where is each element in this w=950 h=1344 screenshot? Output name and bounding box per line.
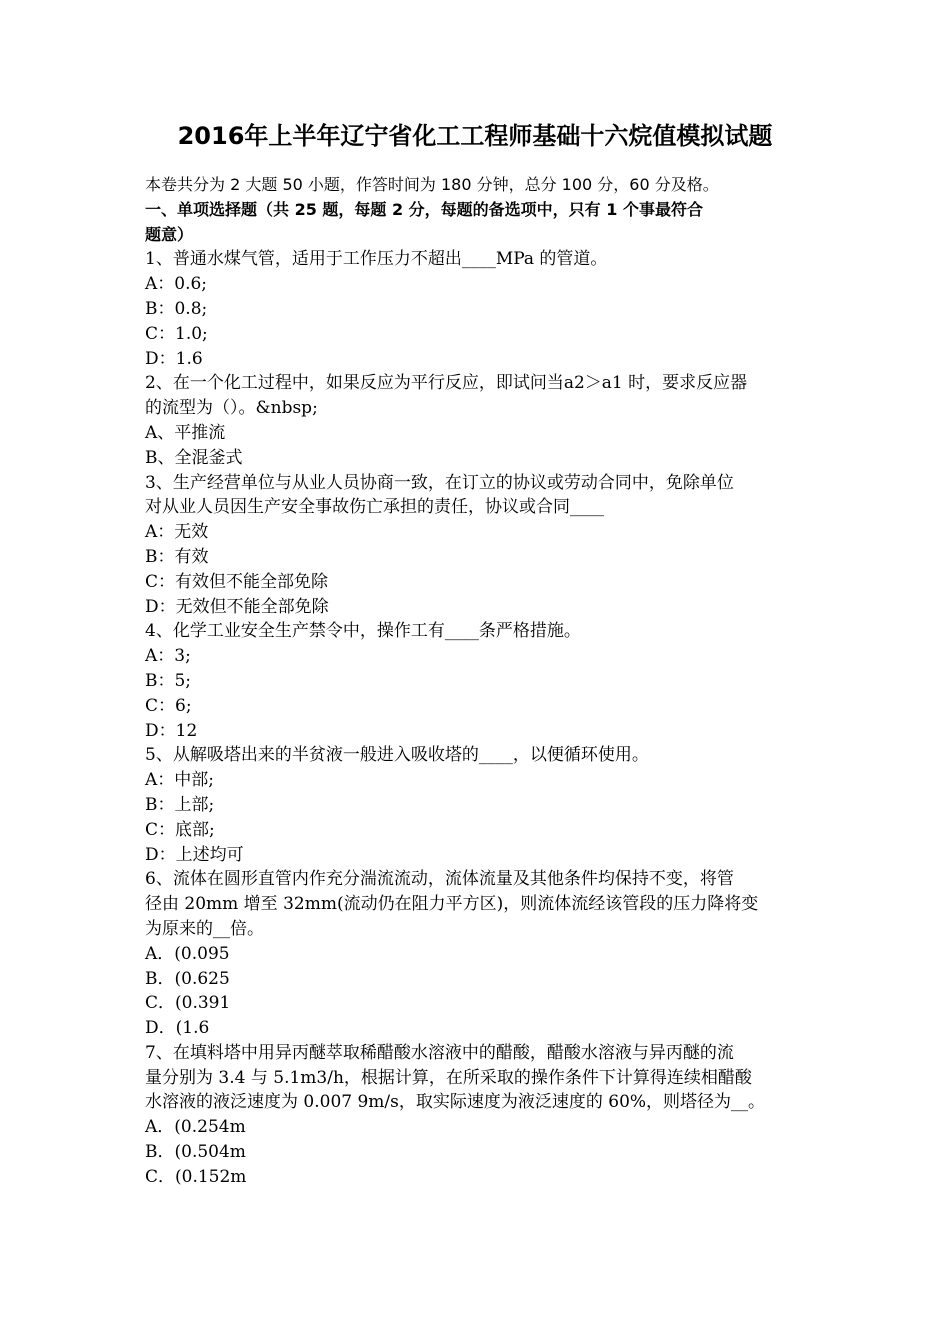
answer-option: B．(0.625 xyxy=(145,968,230,989)
answer-option: B：有效 xyxy=(145,546,209,567)
page-title: 2016年上半年辽宁省化工工程师基础十六烷值模拟试题 xyxy=(177,122,773,150)
answer-option: B、全混釜式 xyxy=(145,447,243,468)
answer-option: D．(1.6 xyxy=(145,1018,210,1039)
answer-option: D：12 xyxy=(145,720,198,741)
answer-option: B：上部; xyxy=(145,794,215,815)
answer-option: C：有效但不能全部免除 xyxy=(145,571,329,592)
answer-option: D：上述均可 xyxy=(145,844,244,865)
answer-option: C．(0.152m xyxy=(145,1166,247,1187)
question-text: 2、在一个化工过程中，如果反应为平行反应，即试问当a2＞a1 时，要求反应器 xyxy=(145,373,748,394)
answer-option: C：6; xyxy=(145,695,192,716)
question-text: 4、化学工业安全生产禁令中，操作工有____条严格措施。 xyxy=(145,621,581,642)
question-text: 5、从解吸塔出来的半贫液一般进入吸收塔的____，以便循环使用。 xyxy=(145,745,649,766)
answer-option: A：中部; xyxy=(145,770,215,791)
answer-option: B．(0.504m xyxy=(145,1142,246,1163)
question-text: 6、流体在圆形直管内作充分湍流流动，流体流量及其他条件均保持不变，将管 xyxy=(145,869,734,890)
question-text: 为原来的__倍。 xyxy=(145,918,264,939)
document-body xyxy=(145,173,810,1190)
answer-option: C：底部; xyxy=(145,819,215,840)
answer-option: D：无效但不能全部免除 xyxy=(145,596,329,617)
answer-option: A：3; xyxy=(145,646,191,667)
question-text: 7、在填料塔中用异丙醚萃取稀醋酸水溶液中的醋酸，醋酸水溶液与异丙醚的流 xyxy=(145,1042,734,1063)
answer-option: C．(0.391 xyxy=(145,993,231,1014)
question-text: 径由 20mm 增至 32mm(流动仍在阻力平方区)，则流体流经该管段的压力降将变 xyxy=(145,894,759,915)
question-text: 对从业人员因生产安全事故伤亡承担的责任，协议或合同____ xyxy=(145,497,604,518)
section-heading-line: 题意） xyxy=(145,224,194,244)
question-text: 水溶液的液泛速度为 0.007 9m/s，取实际速度为液泛速度的 60%，则塔径为__。 xyxy=(145,1092,766,1113)
answer-option: A：无效 xyxy=(145,522,209,543)
answer-option: C：1.0; xyxy=(145,323,208,344)
answer-option: B：0.8; xyxy=(145,298,208,319)
answer-option: D：1.6 xyxy=(145,348,203,369)
exam-intro: 本卷共分为 2 大题 50 小题，作答时间为 180 分钟，总分 100 分，60 分及格。 xyxy=(145,175,719,194)
question-text: 量分别为 3.4 与 5.1m3/h，根据计算，在所采取的操作条件下计算得连续相醋酸 xyxy=(145,1067,752,1088)
answer-option: A．(0.254m xyxy=(145,1117,246,1138)
section-heading-line: 一、单项选择题（共 25 题，每题 2 分，每题的备选项中，只有 1 个事最符合 xyxy=(145,199,703,219)
answer-option: A．(0.095 xyxy=(145,943,230,964)
question-text: 的流型为（）。&nbsp; xyxy=(145,398,318,419)
answer-option: B：5; xyxy=(145,670,192,691)
question-text: 1、普通水煤气管，适用于工作压力不超出____MPa 的管道。 xyxy=(145,249,608,270)
answer-option: A：0.6; xyxy=(145,274,208,295)
question-text: 3、生产经营单位与从业人员协商一致，在订立的协议或劳动合同中，免除单位 xyxy=(145,472,734,493)
answer-option: A、平推流 xyxy=(145,422,226,443)
